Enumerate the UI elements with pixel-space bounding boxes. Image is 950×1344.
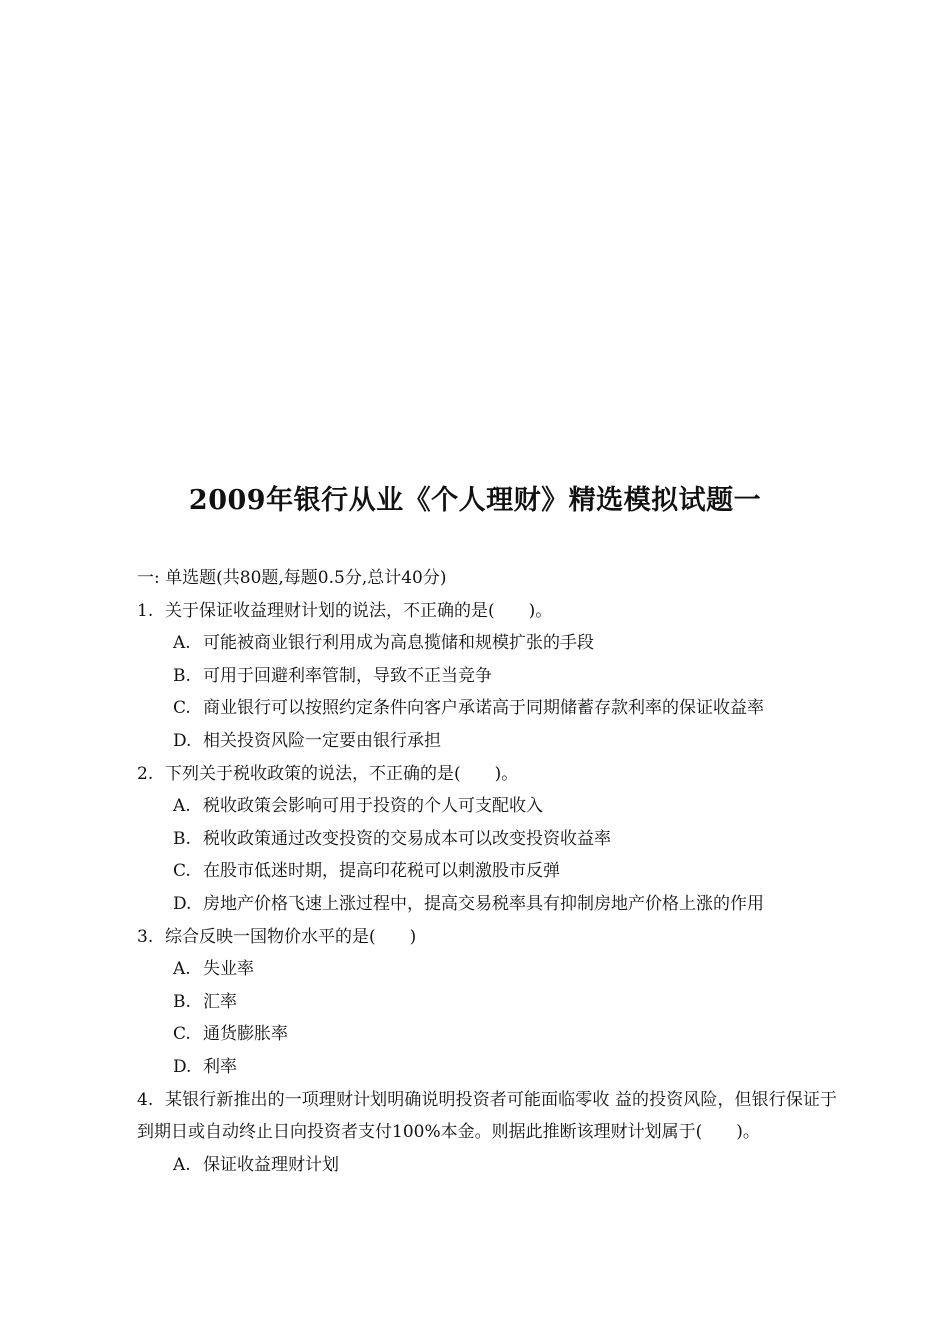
option-text: 相关投资风险一定要由银行承担 (203, 730, 441, 751)
question-1-option-b (137, 660, 837, 693)
option-text: 税收政策会影响可用于投资的个人可支配收入 (203, 796, 543, 817)
document-body (137, 562, 837, 1181)
question-1-option-c (137, 692, 837, 725)
option-letter: A. (173, 633, 191, 654)
option-text: 房地产价格飞速上涨过程中，提高交易税率具有抑制房地产价格上涨的作用 (203, 893, 764, 914)
option-text: 利率 (203, 1056, 237, 1077)
question-text: 综合反映一国物价水平的是( ) (165, 926, 417, 947)
question-number: 4. (137, 1089, 154, 1110)
option-letter: A. (173, 796, 191, 817)
question-2 (137, 758, 837, 791)
section-heading: 一: 单选题(共80题,每题0.5分,总计40分) (137, 568, 447, 588)
question-text: 关于保证收益理财计划的说法，不正确的是( )。 (165, 600, 553, 621)
option-letter: C. (173, 861, 191, 882)
question-2-option-b (137, 823, 837, 856)
question-number: 2. (137, 763, 154, 784)
question-text: 下列关于税收政策的说法，不正确的是( )。 (165, 763, 519, 784)
question-2-option-a (137, 790, 837, 823)
option-letter: C. (173, 1024, 191, 1045)
question-2-option-c (137, 855, 837, 888)
question-3 (137, 921, 837, 954)
question-3-option-b (137, 986, 837, 1019)
option-letter: B. (173, 828, 191, 849)
question-3-option-a (137, 953, 837, 986)
question-1-option-d (137, 725, 837, 758)
question-1 (137, 595, 837, 628)
option-text: 商业银行可以按照约定条件向客户承诺高于同期储蓄存款利率的保证收益率 (203, 698, 764, 719)
question-3-option-d (137, 1051, 837, 1084)
document-title: 2009年银行从业《个人理财》精选模拟试题一 (188, 485, 762, 516)
question-1-option-a (137, 627, 837, 660)
question-text: 某银行新推出的一项理财计划明确说明投资者可能面临零收 益的投资风险，但银行保证于到期日或自动终止日向投资者支付100%本金。则据此推断该理财计划属于( )。 (137, 1089, 837, 1143)
option-letter: A. (173, 1154, 191, 1175)
option-letter: D. (173, 730, 192, 751)
option-text: 在股市低迷时期，提高印花税可以刺激股市反弹 (203, 861, 560, 882)
option-letter: A. (173, 959, 191, 980)
option-text: 失业率 (203, 959, 254, 980)
question-3-option-c (137, 1018, 837, 1051)
question-4 (137, 1084, 837, 1149)
option-letter: B. (173, 991, 191, 1012)
option-letter: C. (173, 698, 191, 719)
option-letter: D. (173, 1056, 192, 1077)
question-number: 3. (137, 926, 154, 947)
option-letter: D. (173, 893, 192, 914)
option-text: 通货膨胀率 (203, 1024, 288, 1045)
question-4-option-a (137, 1149, 837, 1182)
option-text: 可能被商业银行利用成为高息揽储和规模扩张的手段 (203, 633, 594, 654)
question-2-option-d (137, 888, 837, 921)
option-letter: B. (173, 665, 191, 686)
option-text: 可用于回避利率管制，导致不正当竞争 (203, 665, 492, 686)
option-text: 汇率 (203, 991, 237, 1012)
question-number: 1. (137, 600, 154, 621)
option-text: 保证收益理财计划 (203, 1154, 339, 1175)
option-text: 税收政策通过改变投资的交易成本可以改变投资收益率 (203, 828, 611, 849)
